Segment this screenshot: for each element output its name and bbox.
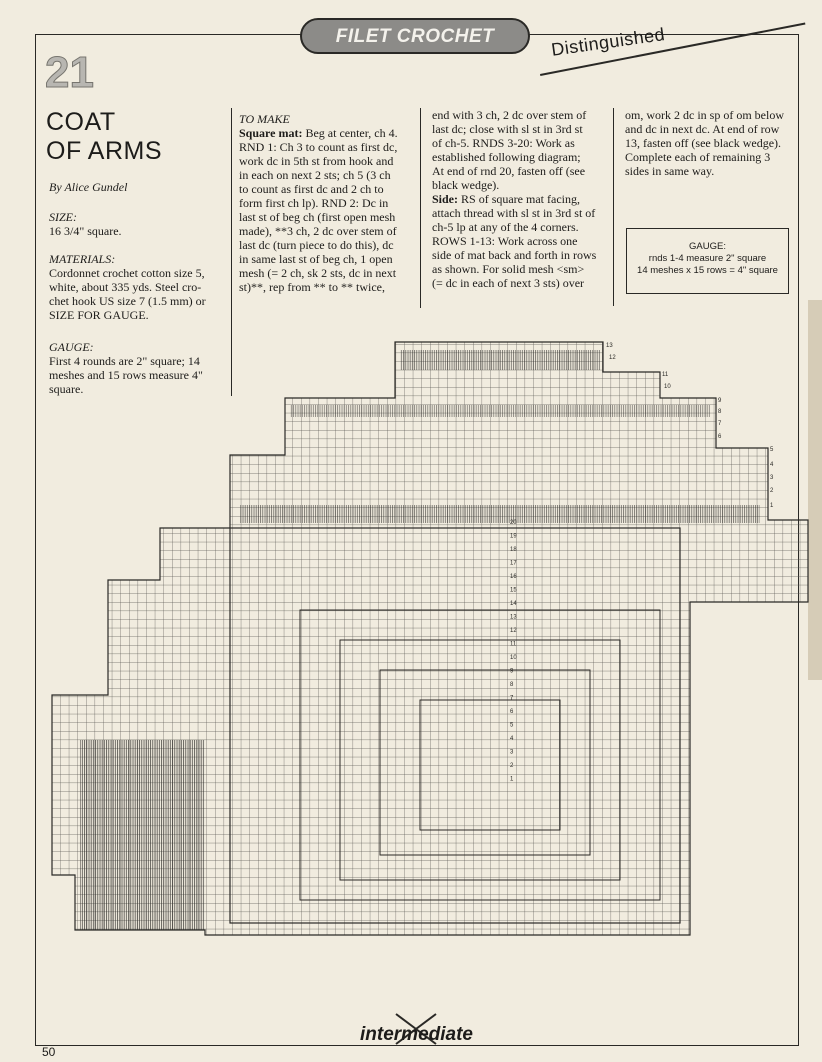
instruction-line: st)**, rep from ** to ** twice, (239, 280, 385, 294)
round-number: 1 (510, 776, 514, 783)
gauge-line: square. (49, 382, 84, 396)
row-number: 3 (770, 475, 774, 481)
row-number: 1 (770, 503, 774, 509)
round-number: 12 (510, 628, 517, 634)
row-number: 9 (718, 398, 722, 404)
round-number: 10 (510, 655, 517, 661)
gauge-box-line: rnds 1-4 measure 2" square (648, 253, 767, 264)
instruction-line: as shown. For solid mesh <sm> (432, 262, 585, 276)
round-number: 2 (510, 763, 514, 769)
instruction-line: last st of beg ch (first open mesh (239, 210, 396, 224)
row-number: 8 (718, 409, 722, 415)
instruction-line: made), **3 ch, 2 dc over stem of (239, 224, 397, 238)
round-number: 19 (510, 533, 517, 540)
gauge-box-title: GAUGE: (689, 241, 726, 252)
size-text: 16 3/4" square. (49, 224, 122, 238)
side-heading: Side: (432, 192, 459, 206)
title-line-2: OF ARMS (46, 137, 163, 165)
size-label: SIZE: (49, 210, 77, 224)
instruction-line: in same last st of beg ch, 1 open (239, 252, 393, 266)
instruction-line: of ch-5. RNDS 3-20: Work as (432, 136, 575, 150)
gauge-line: First 4 rounds are 2" square; 14 (49, 354, 200, 368)
difficulty-tag: Distinguished (550, 24, 667, 60)
row-number: 6 (718, 434, 722, 440)
diagram-grid (52, 342, 808, 935)
round-number: 7 (510, 695, 514, 702)
row-number: 5 (770, 447, 774, 453)
row-number: 4 (770, 462, 774, 468)
instruction-line: Beg at center, ch 4. (302, 126, 398, 140)
row-number: 12 (609, 355, 616, 361)
gauge-label: GAUGE: (49, 340, 94, 354)
instruction-line: and dc in next dc. At end of row (625, 122, 780, 136)
materials-line: SIZE FOR GAUGE. (49, 308, 149, 322)
round-number: 15 (510, 587, 517, 594)
row-number: 2 (770, 488, 774, 494)
materials-label: MATERIALS: (49, 252, 116, 266)
instruction-line: last dc; close with sl st in 3rd st (432, 122, 583, 136)
gauge-line: meshes and 15 rows measure 4" (49, 368, 203, 382)
materials-line: Cordonnet crochet cotton size 5, (49, 266, 205, 280)
materials-line: white, about 335 yds. Steel cro- (49, 280, 202, 294)
square-mat-heading: Square mat: (239, 126, 303, 140)
instruction-line: RS of square mat facing, (458, 192, 580, 206)
banner-text: FILET CROCHET (335, 26, 495, 47)
row-number: 7 (718, 421, 722, 427)
skill-level: intermediate (360, 1024, 473, 1045)
instruction-line: in each on next 2 sts; ch 5 (3 ch (239, 168, 391, 182)
title-line-1: COAT (46, 108, 116, 136)
round-number: 20 (510, 520, 517, 526)
instruction-line: work dc in 5th st from hook and (239, 154, 394, 168)
round-number: 14 (510, 601, 517, 607)
row-number: 13 (606, 343, 613, 349)
round-number: 13 (510, 614, 517, 621)
author-byline: By Alice Gundel (49, 180, 128, 194)
instruction-line: 13, fasten off (see black wedge). (625, 136, 782, 150)
instruction-line: last dc (turn piece to do this), dc (239, 238, 394, 252)
instruction-line: At end of rnd 20, fasten off (see (432, 164, 586, 178)
row-number: 11 (662, 372, 669, 378)
round-number: 8 (510, 682, 514, 688)
row-number: 10 (664, 384, 671, 390)
instruction-line: Complete each of remaining 3 (625, 150, 771, 164)
round-number: 11 (510, 641, 517, 648)
round-number: 18 (510, 547, 517, 553)
instruction-line: end with 3 ch, 2 dc over stem of (432, 108, 587, 122)
instruction-line: attach thread with sl st in 3rd st of (432, 206, 596, 220)
gauge-box-line: 14 meshes x 15 rows = 4" square (637, 265, 778, 276)
materials-line: chet hook US size 7 (1.5 mm) or (49, 294, 206, 308)
instruction-line: mesh (= 2 ch, sk 2 sts, dc in next (239, 266, 397, 280)
instruction-line: (= dc in each of next 3 sts) over (432, 276, 585, 290)
instruction-line: established following diagram; (432, 150, 581, 164)
round-number: 6 (510, 709, 514, 715)
solid-mesh-block (400, 350, 600, 370)
instruction-line: om, work 2 dc in sp of om below (625, 108, 784, 122)
instruction-line: black wedge). (432, 178, 500, 192)
instruction-line: side of mat back and forth in rows (432, 248, 597, 262)
round-number: 3 (510, 749, 514, 756)
round-number: 4 (510, 736, 514, 742)
round-number: 16 (510, 574, 517, 580)
solid-mesh-block (80, 740, 205, 930)
solid-mesh-block (240, 505, 760, 523)
solid-mesh-block (290, 405, 710, 417)
round-number: 17 (510, 560, 517, 567)
round-number: 9 (510, 668, 514, 675)
pattern-number: 21 (45, 48, 94, 97)
instruction-line: ROWS 1-13: Work across one (432, 234, 578, 248)
round-number: 5 (510, 722, 514, 729)
instruction-line: RND 1: Ch 3 to count as first dc, (239, 140, 398, 154)
instruction-line: ch-5 lp at any of the 4 corners. (432, 220, 579, 234)
instruction-line: sides in same way. (625, 164, 715, 178)
instruction-line: to count as first dc and 2 ch to (239, 182, 384, 196)
to-make-label: TO MAKE (239, 112, 290, 126)
instruction-line: form first ch lp). RND 2: Dc in (239, 196, 389, 210)
page-number: 50 (42, 1045, 56, 1059)
